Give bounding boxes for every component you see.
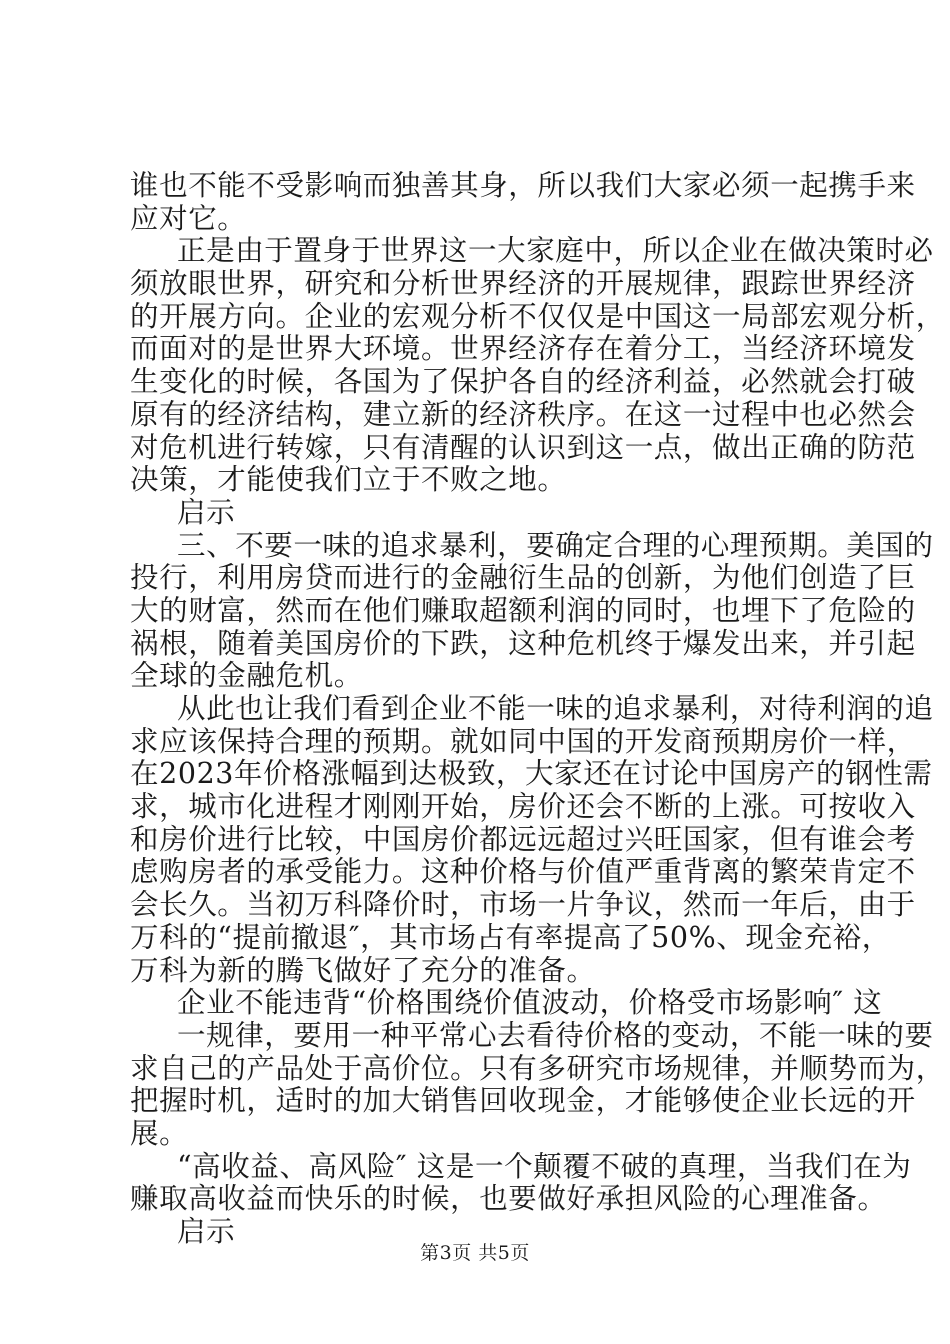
text-line: 谁也不能不受影响而独善其身，所以我们大家必须一起携手来 <box>130 169 916 202</box>
text-line: 求，城市化进程才刚刚开始，房价还会不断的上涨。可按收入 <box>130 790 916 824</box>
text-line: 赚取高收益而快乐的时候，也要做好承担风险的心理准备。 <box>130 1182 887 1216</box>
text-line: 和房价进行比较，中国房价都远远超过兴旺国家，但有谁会考 <box>130 822 916 856</box>
text-line: 从此也让我们看到企业不能一味的追求暴利，对待利润的追 <box>177 692 934 725</box>
text-line: 大的财富，然而在他们赚取超额利润的同时，也埋下了危险的 <box>130 593 916 627</box>
text-line: 正是由于置身于世界这一大家庭中，所以企业在做决策时必 <box>177 234 934 268</box>
text-line: 原有的经济结构，建立新的经济秩序。在这一过程中也必然会 <box>130 397 916 431</box>
text-line: 展。 <box>130 1116 189 1150</box>
text-line: 投行，利用房贷而进行的金融衍生品的创新，为他们创造了巨 <box>130 561 916 595</box>
text-line: 一规律，要用一种平常心去看待价格的变动，不能一味的要 <box>177 1018 934 1052</box>
text-line: 对危机进行转嫁，只有清醒的认识到这一点，做出正确的防范 <box>130 430 916 464</box>
text-line: 应对它。 <box>130 201 247 235</box>
text-line: 虑购房者的承受能力。这种价格与价值严重背离的繁荣肯定不 <box>130 855 916 889</box>
text-line: 生变化的时候，各国为了保护各自的经济利益，必然就会打破 <box>130 365 916 399</box>
text-line: 启示 <box>177 1215 236 1248</box>
text-line: 把握时机，适时的加大销售回收现金，才能够使企业长远的开 <box>130 1084 916 1118</box>
text-line: 全球的金融危机。 <box>130 659 363 693</box>
text-line: “高收益、高风险″ 这是一个颠覆不破的真理，当我们在为 <box>177 1149 912 1183</box>
text-line: 求应该保持合理的预期。就如同中国的开发商预期房价一样， <box>130 724 916 758</box>
text-line: 万科为新的腾飞做好了充分的准备。 <box>130 953 596 987</box>
page-footer: 第3页 共5页 <box>420 1242 530 1264</box>
text-line: 在2023年价格涨幅到达极致，大家还在讨论中国房产的钢性需 <box>130 757 933 791</box>
text-line: 祸根，随着美国房价的下跌，这种危机终于爆发出来，并引起 <box>130 626 916 660</box>
document-body <box>130 169 945 1249</box>
text-line: 会长久。当初万科降价时，市场一片争议，然而一年后，由于 <box>130 888 916 922</box>
text-line: 的开展方向。企业的宏观分析不仅仅是中国这一局部宏观分析， <box>130 299 945 333</box>
text-line: 万科的“提前撤退″，其市场占有率提高了50%、现金充裕， <box>130 920 891 954</box>
text-line: 而面对的是世界大环境。世界经济存在着分工，当经济环境发 <box>130 332 916 366</box>
text-line: 求自己的产品处于高价位。只有多研究市场规律，并顺势而为， <box>130 1051 945 1085</box>
text-line: 企业不能违背“价格围绕价值波动，价格受市场影响″ 这 <box>177 986 883 1020</box>
text-line: 须放眼世界，研究和分析世界经济的开展规律，跟踪世界经济 <box>130 267 916 301</box>
text-line: 三、不要一味的追求暴利，要确定合理的心理预期。美国的 <box>177 528 934 562</box>
text-line: 决策，才能使我们立于不败之地。 <box>130 463 567 497</box>
text-line: 启示 <box>177 495 236 529</box>
